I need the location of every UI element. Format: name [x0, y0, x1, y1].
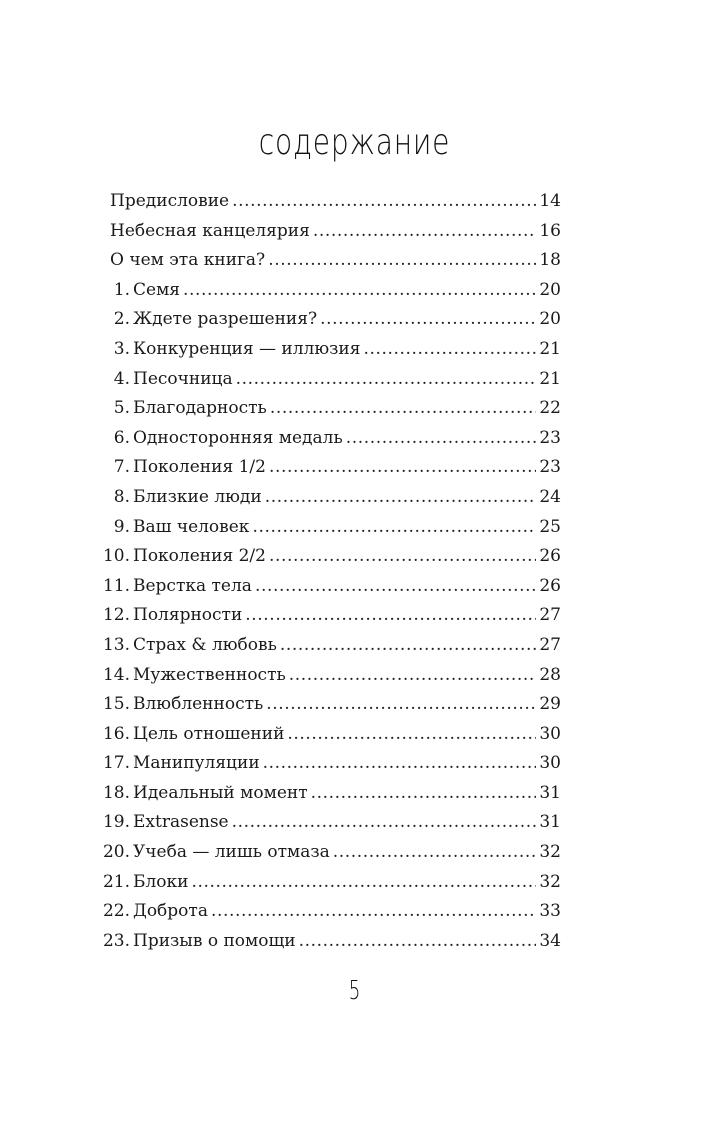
toc-entry-page: 21 — [539, 338, 561, 359]
toc-entry — [100, 424, 561, 454]
toc-dot-leader — [311, 779, 537, 809]
toc-entry-title: Семя — [133, 279, 181, 300]
toc-entry-number: 7. — [113, 457, 130, 478]
toc-entry-page: 20 — [539, 309, 561, 330]
toc-entry — [100, 246, 561, 276]
toc-dot-leader — [268, 246, 536, 276]
toc-entry-title: Песочница — [133, 368, 233, 389]
toc-entry — [100, 749, 561, 779]
toc-entry-number: 10. — [102, 546, 130, 567]
toc-entry-number: 19. — [102, 812, 130, 833]
toc-dot-leader — [313, 217, 537, 247]
toc-dot-leader — [252, 513, 536, 543]
toc-dot-leader — [232, 808, 537, 838]
toc-entry-title: Предисловие — [110, 191, 230, 211]
page-title: содержание — [258, 122, 451, 163]
toc-entry-page: 22 — [539, 398, 561, 419]
toc-dot-leader — [269, 542, 536, 572]
toc-entry-number: 20. — [102, 842, 130, 863]
toc-dot-leader — [211, 897, 536, 927]
toc-entry-page: 21 — [539, 368, 561, 389]
toc-entry-number: 1. — [113, 279, 130, 300]
toc-entry-number: 6. — [113, 427, 130, 448]
toc-entry — [100, 217, 561, 247]
toc-dot-leader — [299, 927, 537, 957]
toc-entry — [100, 542, 561, 572]
toc-entry-number: 3. — [113, 338, 130, 359]
toc-dot-leader — [232, 187, 536, 217]
toc-entry-number: 16. — [102, 723, 130, 744]
toc-entry-page: 24 — [539, 486, 561, 507]
toc-entry — [100, 720, 561, 750]
toc-entry-title: Страх & любовь — [133, 634, 277, 655]
toc-entry-number: 15. — [102, 694, 130, 715]
toc-dot-leader — [266, 690, 536, 720]
toc-entry-page: 29 — [539, 694, 561, 715]
toc-entry-page: 25 — [539, 516, 561, 537]
toc-entry — [100, 631, 561, 661]
toc-entry — [100, 838, 561, 868]
toc-entry — [100, 453, 561, 483]
toc-entry-title: Полярности — [133, 605, 243, 626]
toc-entry — [100, 305, 561, 335]
toc-entry-page: 20 — [539, 279, 561, 300]
toc-entry — [100, 276, 561, 306]
toc-entry — [100, 601, 561, 631]
toc-dot-leader — [265, 483, 537, 513]
toc-entry-title: Небесная канцелярия — [110, 220, 310, 241]
toc-entry-number: 4. — [113, 368, 130, 389]
toc-entry-page: 34 — [539, 930, 561, 951]
toc-dot-leader — [280, 631, 537, 661]
toc-entry-page: 27 — [539, 634, 561, 655]
toc-entry-title: Благодарность — [133, 398, 267, 419]
toc-entry-page: 27 — [539, 605, 561, 626]
toc-entry — [100, 483, 561, 513]
toc-entry-title: Поколения 1/2 — [133, 457, 266, 478]
toc-dot-leader — [270, 394, 537, 424]
toc-dot-leader — [183, 276, 536, 306]
toc-entry — [100, 365, 561, 395]
toc-entry-number: 9. — [113, 516, 130, 537]
toc-entry-page: 23 — [539, 457, 561, 478]
toc-entry — [100, 808, 561, 838]
toc-entry-page: 28 — [539, 664, 561, 685]
toc-entry-title: Влюбленность — [133, 694, 264, 715]
toc-entry-page: 31 — [539, 812, 561, 833]
toc-dot-leader — [346, 424, 537, 454]
toc-entry-page: 26 — [539, 546, 561, 567]
toc-entry-title: О чем эта книга? — [110, 250, 266, 271]
toc-entry-number: 18. — [102, 782, 130, 803]
toc-entry-page: 32 — [539, 842, 561, 863]
toc-entry-number: 13. — [102, 634, 130, 655]
toc-entry-number: 21. — [102, 871, 130, 892]
toc-entry-number: 22. — [102, 901, 130, 922]
toc-dot-leader — [320, 305, 536, 335]
toc-entry-title: Верстка тела — [133, 575, 252, 596]
toc-entry-page: 18 — [539, 250, 561, 271]
toc-dot-leader — [287, 720, 536, 750]
toc-entry-page: 26 — [539, 575, 561, 596]
toc-entry — [100, 513, 561, 543]
toc-entry-title: Ждете разрешения? — [133, 309, 318, 330]
toc-dot-leader — [269, 453, 536, 483]
toc-entry-page: 30 — [539, 723, 561, 744]
toc-entry — [100, 335, 561, 365]
toc-dot-leader — [191, 868, 536, 898]
toc-dot-leader — [363, 335, 536, 365]
toc-entry-page: 31 — [539, 782, 561, 803]
toc-entry-page: 23 — [539, 427, 561, 448]
toc-entry-title: Цель отношений — [133, 723, 285, 744]
toc-entry-title: Манипуляции — [133, 753, 260, 774]
toc-entry — [100, 690, 561, 720]
toc-entry-title: Поколения 2/2 — [133, 546, 266, 567]
toc-dot-leader — [263, 749, 537, 779]
toc-entry-page: 30 — [539, 753, 561, 774]
toc-entry — [100, 927, 561, 957]
toc-entry — [100, 868, 561, 898]
toc-entry-title: Близкие люди — [133, 486, 262, 507]
toc-dot-leader — [333, 838, 537, 868]
toc-entry — [100, 897, 561, 927]
toc-entry-title: Учеба — лишь отмаза — [133, 842, 330, 863]
toc-entry-page: 32 — [539, 871, 561, 892]
toc-entry — [100, 187, 561, 217]
toc-entry-number: 17. — [102, 753, 130, 774]
toc-entry-title: Блоки — [133, 871, 189, 892]
table-of-contents — [100, 187, 561, 956]
toc-entry — [100, 779, 561, 809]
toc-dot-leader — [245, 601, 536, 631]
toc-entry-page: 14 — [539, 191, 561, 211]
toc-entry — [100, 572, 561, 602]
page-number: 5 — [348, 976, 361, 1006]
toc-entry-title: Конкуренция — иллюзия — [133, 338, 361, 359]
toc-entry-title: Односторонняя медаль — [133, 427, 343, 448]
toc-entry-number: 12. — [102, 605, 130, 626]
toc-entry-number: 2. — [113, 309, 130, 330]
toc-dot-leader — [236, 365, 537, 395]
toc-entry-page: 16 — [539, 220, 561, 241]
toc-entry-page: 33 — [539, 901, 561, 922]
toc-entry-title: Ваш человек — [133, 516, 250, 537]
toc-entry-number: 14. — [102, 664, 130, 685]
toc-entry-title: Мужественность — [133, 664, 286, 685]
toc-entry-number: 8. — [113, 486, 130, 507]
toc-entry-title: Доброта — [133, 901, 208, 922]
toc-dot-leader — [289, 661, 537, 691]
toc-entry-title: Призыв о помощи — [133, 930, 296, 951]
toc-entry — [100, 394, 561, 424]
toc-entry — [100, 661, 561, 691]
toc-entry-title: Идеальный момент — [133, 782, 308, 803]
toc-entry-number: 11. — [102, 575, 130, 596]
toc-entry-number: 23. — [102, 930, 130, 951]
toc-dot-leader — [255, 572, 536, 602]
toc-entry-number: 5. — [113, 398, 130, 419]
toc-entry-title: Extrasense — [133, 812, 229, 833]
